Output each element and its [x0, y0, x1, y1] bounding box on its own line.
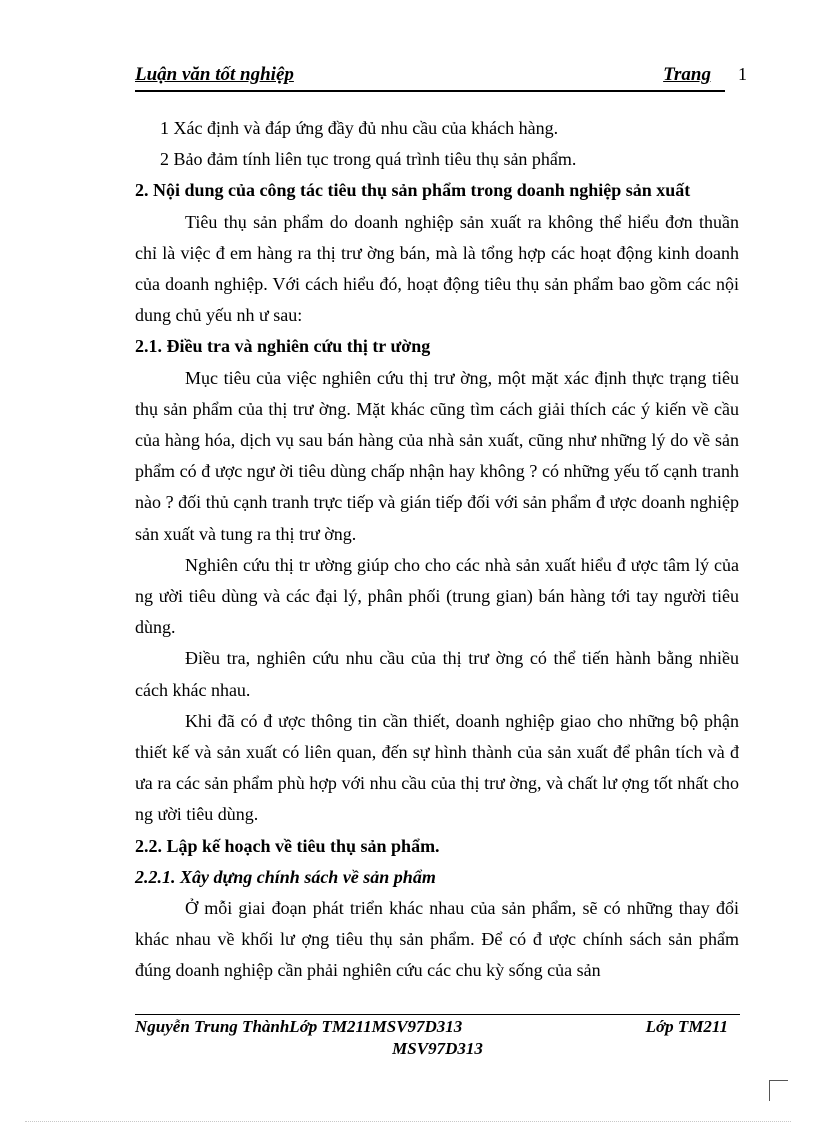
section-heading-2: 2. Nội dung của công tác tiêu thụ sản phẩm trong doanh nghiệp sản xuất — [135, 180, 691, 201]
paragraph-4: Điều tra, nghiên cứu nhu cầu của thị trư ờng có thể tiến hành bằng nhiều cách khác nhau. — [135, 648, 739, 700]
footer-student-id: MSV97D313 — [392, 1039, 483, 1058]
paragraph-3: Nghiên cứu thị tr ường giúp cho cho các nhà sản xuất hiểu đ ược tâm lý của ng ười tiêu dùng và các đại lý, phân phối (trung gian) bán hàng tới tay người tiêu dùng. — [135, 554, 739, 638]
paragraph-5: Khi đã có đ ược thông tin cần thiết, doanh nghiệp giao cho những bộ phận thiết kế và sản xuất có liên quan, đến sự hình thành của sản xuất để phân tích và đ ưa ra các sản phẩm phù hợp với nhu cầu của thị trư ờng, và chất lư ợng tốt nhất cho ng ười tiêu dùng. — [135, 710, 739, 825]
paragraph-6: Ở mỗi giai đoạn phát triển khác nhau của sản phẩm, sẽ có những thay đổi khác nhau về khối lư ợng tiêu thụ sản phẩm. Để có đ ược chính sách sản phẩm đúng doanh nghiệp cần phải nghiên cứu các chu kỳ sống của sản — [135, 898, 739, 981]
page-header — [135, 62, 725, 92]
page-label: Trang — [663, 64, 711, 85]
footer-class: Lớp TM211 — [645, 1017, 728, 1036]
paragraph-2: Mục tiêu của việc nghiên cứu thị trư ờng, một mặt xác định thực trạng tiêu thụ sản phẩm của thị trư ờng. Mặt khác cũng tìm cách giải thích các ý kiến về cầu của hàng hóa, dịch vụ sau bán hàng của nhà sản xuất, cũng như những lý do về sản phẩm có đ ược ngư ời tiêu dùng chấp nhận hay không ? có những yếu tố cạnh tranh nào ? đối thủ cạnh tranh trực tiếp và gián tiếp đối với sản phẩm đ ược doanh nghiệp sản xuất và tung ra thị trư ờng. — [135, 367, 739, 544]
list-item-1: 1 Xác định và đáp ứng đầy đủ nhu cầu của khách hàng. — [160, 118, 559, 138]
footer-divider — [135, 1014, 740, 1015]
footer-author: Nguyễn Trung ThànhLớp TM211MSV97D313 — [135, 1017, 463, 1036]
list-item-2: 2 Bảo đảm tính liên tục trong quá trình tiêu thụ sản phẩm. — [160, 149, 577, 170]
page-number: 1 — [738, 64, 747, 84]
section-heading-2-2-1: 2.2.1. Xây dựng chính sách về sản phẩm — [135, 866, 436, 887]
crop-mark — [769, 1080, 788, 1101]
page-bottom-dotted-line — [25, 1121, 791, 1122]
document-body — [135, 113, 739, 987]
section-heading-2-1: 2.1. Điều tra và nghiên cứu thị tr ường — [135, 336, 431, 357]
document-title: Luận văn tốt nghiệp — [135, 64, 294, 85]
section-heading-2-2: 2.2. Lập kế hoạch về tiêu thụ sản phẩm. — [135, 835, 440, 856]
paragraph-1: Tiêu thụ sản phẩm do doanh nghiệp sản xuất ra không thể hiểu đơn thuần chỉ là việc đ em hàng ra thị trư ờng bán, mà là tổng hợp các hoạt động kinh doanh của doanh nghiệp. Với cách hiểu đó, hoạt động tiêu thụ sản phẩm bao gồm các nội dung chủ yếu nh ư sau: — [135, 211, 739, 326]
